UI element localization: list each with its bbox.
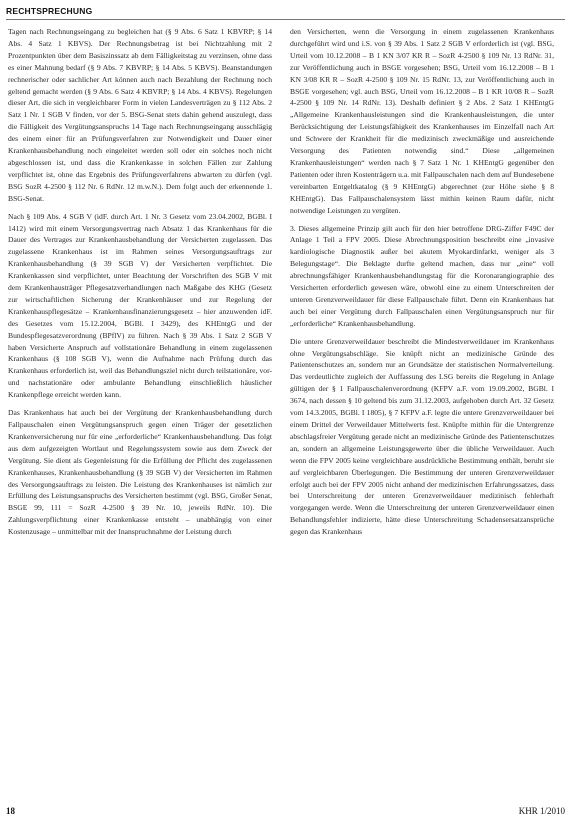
right-paragraph: Die untere Grenzverweildauer beschreibt die Mindestverweildauer im Krankenhaus ohne Vergütungsabschläge. Sie knüpft nicht an medizinische Gründe des Patientenschutzes an, sondern nur an Grundsätze der statistischen Normalverteilung. Das verdeutlichte zugleich der Auffassung des LSG bereits die Regelung in Anlage gültigen der § 1 Fallpauschalenverordnung (KFPV a.F. vom 19.09.2002, BGBl. I 3674, nach dessen § 10 geltend bis zum 31.12.2003, aufgehoben durch Art. 32 Gesetz vom 14.3.2005, BGBl. I 1805), § 7 KFPV a.F. legte die untere Grenzverweildauer bei einem Drittel der Verweildauer Mittelwerts fest. Knüpfte mithin für die Untergrenze abschlagsfreier Vergütung gerade nicht an medizinische Gründe des Patientenschutzes an, sondern an allgemeine Leistungsgewerte über die übliche Verweildauer. Auch wenn die FPV 2005 keine vergleichbare ausdrückliche Bestimmung enthält, beruht sie auf vergleichbaren Überlegungen. Die Bestimmung der unteren Grenzverweildauer erfolgt auch bei der FPV 2005 nicht anhand der medizinischen Erfahrungssatzes, dass bei Unterschreitung der unteren Grenzverweildauer medizinisch fehlerhaft vorgegangen werde. Wenn die Unterschreitung der unteren Grenzverweildauer einen Behandlungsfehler indizierte, hätte diese Unterschreitung Schadensersatzansprüche gegen das Krankenhaus bbox=[290, 336, 554, 537]
right-paragraph: 3. Dieses allgemeine Prinzip gilt auch für den hier betroffene DRG-Ziffer F49C der Anlage 1 Teil a FPV 2005. Diese Abrechnungsposition beschreibt eine „invasive kardiologische Diagnostik außer bei akutem Myokardinfarkt, weniger als 3 Belegungstage“. Die Beklagte durfte geltend machen, dass nur „eine“ voll abrechnungsfähiger Krankenhausbehandlungstag für die Koronarangiographie des Versicherten erforderlich gewesen wäre, obwohl eine zu einem Unterschreiten der unteren Grenzverweildauer für diese Fallpauschale führt. Denn ein Krankenhaus hat auch bei einer Vergütung durch Fallpauschalen einen Vergütungsanspruch nur für „erforderliche“ Krankenhausbehandlung. bbox=[290, 223, 554, 328]
header-divider bbox=[6, 19, 565, 20]
section-header: RECHTSPRECHUNG bbox=[6, 6, 93, 16]
journal-issue: KHR 1/2010 bbox=[518, 806, 565, 816]
right-paragraph: den Versicherten, wenn die Versorgung in einem zugelassenen Krankenhaus durchgeführt wird und i.S. von § 39 Abs. 1 Satz 2 SGB V erforderlich ist (vgl. BSG, Urteil vom 10.12.2008 – B 1 KN 3/07 KR R – SozR 4-2500 § 109 Nr. 13 RdNr. 31, zur Veröffentlichung auch in BSGE vorgesehen; BSG, Urteil vom 16.12.2008 – B 1 KN 3/08 KR R – SozR 4-2500 § 109 Nr. 15 RdNr. 13, zur Veröffentlichung auch in BSGE vorgesehen; vgl. auch BSG, Urteil vom 16.12.2008 – B 1 KR 10/08 R – SozR 4-2500 § 109 Nr. 14 RdNr. 13). Deshalb definiert § 2 Abs. 2 Satz 1 KHEntgG „Allgemeine Krankenhausleistungen sind die Krankenhausleistungen, die unter Berücksichtigung der Leistungsfähigkeit des Krankenhauses im Einzelfall nach Art und Schwere der Krankheit für die medizinisch zweckmäßige und ausreichende Versorgung des Patienten notwendig sind.“ Diese „allgemeinen Krankenhausleistungen“ werden nach § 7 Satz 1 Nr. 1 KHEntgG gegenüber den Patienten oder ihren Kostenträgern u.a. mit Fallpauschalen nach dem auf Bundesebene vereinbarten Entgeltkatalog (§ 9 KHEntgG) abgerechnet (zur Höhe siehe § 8 KHEntgG). Das Fallpauschalensystem lässt mithin keinen Raum dafür, nicht notwendige Leistungen zu vergüten. bbox=[290, 27, 554, 215]
left-paragraph: Das Krankenhaus hat auch bei der Vergütung der Krankenhausbehandlung durch Fallpauschalen einen Vergütungsanspruch gegen einen Träger der gesetzlichen Krankenversicherung nur für eine „erforderliche“ Krankenhausbehandlung. Das folgt aus dem aufgezeigten Wortlaut und Regelungssystem sowie aus dem Zweck der Vergütung. Sie dient als Gegenleistung für die Erfüllung der Pflicht des zugelassenen Krankenhauses, Krankenhausbehandlung (§ 39 SGB V) der Versicherten im Rahmen des Versorgungsauftrags zu leisten. Die Leistung des Krankenhauses ist nämlich zur Erfüllung des Leistungsanspruchs des Versicherten bestimmt (vgl. BSG, Großer Senat, BSGE 99, 111 = SozR 4-2500 § 39 Nr. 10, jeweils RdNr. 10). Die Zahlungsverpflichtung einer Krankenkasse entsteht – unabhängig von einer Kostenzusage – unmittelbar mit der Inanspruchnahme der Leistung durch bbox=[8, 408, 272, 537]
right-text-column bbox=[290, 26, 554, 786]
left-paragraph: Nach § 109 Abs. 4 SGB V (idF. durch Art. 1 Nr. 3 Gesetz vom 23.04.2002, BGBl. I 1412) wird mit einem Versorgungsvertrag nach Absatz 1 das Krankenhaus für die Dauer des Vertrages zur Krankenhausbehandlung der Versicherten zugelassen. Das zugelassene Krankenhaus ist im Rahmen seines Versorgungsauftrags zur Krankenhausbehandlung (§ 39 SGB V) der Versicherten verpflichtet. Die Krankenkassen sind verpflichtet, unter Beachtung der Vorschriften des SGB V mit dem Krankenhausträger Pflegesatzverhandlungen nach Maßgabe des KHG (Gesetz zur wirtschaftlichen Sicherung der Krankenhäuser und zur Regelung der Krankenhauspflegesätze – Krankenhausfinanzierungsgesetz – hier anzuwenden idF. des Gesetzes vom 15.12.2004, BGBl. I 3429), des KHEntgG und der Bundespflegesatzverordnung (BPflV) zu führen. Nach § 39 Abs. 1 Satz 2 SGB V haben Versicherte Anspruch auf vollstationäre Behandlung in einem zugelassenen Krankenhaus (§ 108 SGB V), wenn die Aufnahme nach Prüfung durch das Krankenhaus erforderlich ist, weil das Behandlungsziel nicht durch teilstationäre, vor- und nachstationäre oder ambulante Behandlung einschließlich häuslicher Krankenpflege erreicht werden kann. bbox=[8, 211, 272, 400]
page-number: 18 bbox=[6, 806, 15, 816]
left-text-column bbox=[8, 26, 272, 786]
left-paragraph: Tagen nach Rechnungseingang zu begleichen hat (§ 9 Abs. 6 Satz 1 KBVRP; § 14 Abs. 4 Satz 1 KBVS). Der Rechnungsbetrag ist bei Nichtzahlung mit 2 Prozentpunkten über dem Basiszinssatz ab dem Fälligkeitstag zu verzinsen, ohne dass es einer Mahnung bedarf (§ 9 Abs. 7 KBVRP; § 14 Abs. 5 KBVS). Beanstandungen rechnerischer oder sachlicher Art können auch nach Bezahlung der Rechnung noch geltend gemacht werden (§ 9 Abs. 6 Satz 4 KBVRP; § 14 Abs. 4 KBVS). Regelungen dieser Art, die sich in vergleichbarer Form in vielen Landesverträgen zu § 112 Abs. 2 Satz 1 Nr. 1 SGB V finden, vor der 5. BSG-Senat stets dahin gehend auszulegt, dass die Fälligkeit des Vergütungsanspruchs 14 Tage nach Rechnungseingang ausschlägig des einem einer für an Prüfungsverfahren zur Notwendigkeit und Dauer einer Krankenhausbehandlung noch eingeleitet werden soll oder ein solches noch nicht abgeschlossen ist, und dass die Krankenkasse in solchen Fällen zur Zahlung verpflichtet ist, ohne das Ergebnis des Prüfungsverfahrens abwarten zu dürfen (vgl. BSG SozR 4-2500 § 112 Nr. 6 RdNr. 12 m.w.N.). Dem folgt auch der erkennende 1. BSG-Senat. bbox=[8, 27, 272, 203]
